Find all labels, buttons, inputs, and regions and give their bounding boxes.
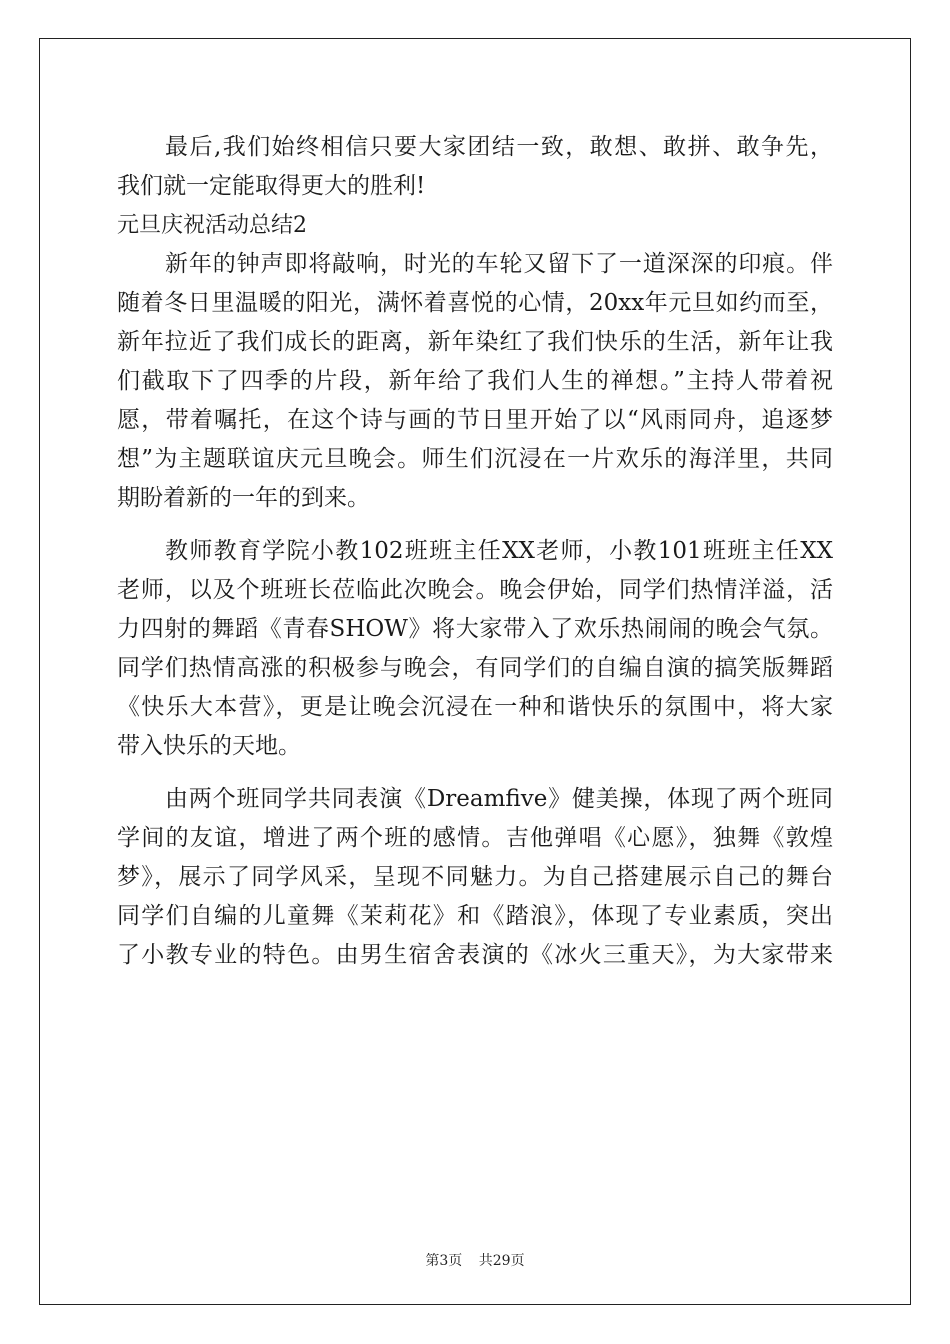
text-line: 愿，带着嘱托，在这个诗与画的节日里开始了以“风雨同舟，追逐梦: [117, 407, 833, 433]
text-line: 新年拉近了我们成长的距离，新年染红了我们快乐的生活，新年让我: [117, 329, 833, 355]
text-line: 学间的友谊，增进了两个班的感情。吉他弹唱《心愿》，独舞《敦煌: [117, 825, 833, 851]
page-footer: [0, 1250, 950, 1270]
text-line: 带入快乐的天地。: [117, 733, 301, 759]
text-line: 教师教育学院小教102班班主任XX老师，小教101班班主任XX: [165, 538, 833, 564]
text-line: 由两个班同学共同表演《Dreamfive》健美操，体现了两个班同: [165, 786, 833, 812]
page-total: 共29页: [478, 1253, 525, 1269]
document-body: [117, 128, 833, 975]
text-line: 老师，以及个班班长莅临此次晚会。晚会伊始，同学们热情洋溢，活: [117, 577, 833, 603]
text-line: 力四射的舞蹈《青春SHOW》将大家带入了欢乐热闹闹的晚会气氛。: [117, 616, 833, 642]
paragraph: [117, 532, 833, 766]
text-line: 我们就一定能取得更大的胜利!: [117, 173, 426, 199]
text-line: 随着冬日里温暖的阳光，满怀着喜悦的心情，20xx年元旦如约而至，: [117, 290, 833, 316]
text-line: 了小教专业的特色。由男生宿舍表演的《冰火三重天》，为大家带来: [117, 942, 833, 968]
text-line: 想”为主题联谊庆元旦晚会。师生们沉浸在一片欢乐的海洋里，共同: [117, 446, 833, 472]
section-heading: [117, 206, 833, 245]
paragraph: [117, 245, 833, 518]
paragraph: [117, 780, 833, 975]
text-line: 《快乐大本营》，更是让晚会沉浸在一种和谐快乐的氛围中，将大家: [117, 694, 833, 720]
text-line: 期盼着新的一年的到来。: [117, 485, 370, 511]
paragraph: [117, 128, 833, 206]
paragraph-gap: [117, 766, 833, 780]
text-line: 同学们热情高涨的积极参与晚会，有同学们的自编自演的搞笑版舞蹈: [117, 655, 833, 681]
page-number: 第3页: [425, 1253, 463, 1269]
text-line: 同学们自编的儿童舞《茉莉花》和《踏浪》，体现了专业素质，突出: [117, 903, 833, 929]
text-line: 们截取下了四季的片段，新年给了我们人生的禅想。”主持人带着祝: [117, 368, 833, 394]
text-line: 最后,我们始终相信只要大家团结一致，敢想、敢拼、敢争先，: [165, 134, 833, 160]
text-line: 新年的钟声即将敲响，时光的车轮又留下了一道深深的印痕。伴: [165, 251, 833, 277]
text-line: 元旦庆祝活动总结2: [117, 213, 307, 238]
paragraph-gap: [117, 518, 833, 532]
text-line: 梦》，展示了同学风采，呈现不同魅力。为自己搭建展示自己的舞台: [117, 864, 833, 890]
